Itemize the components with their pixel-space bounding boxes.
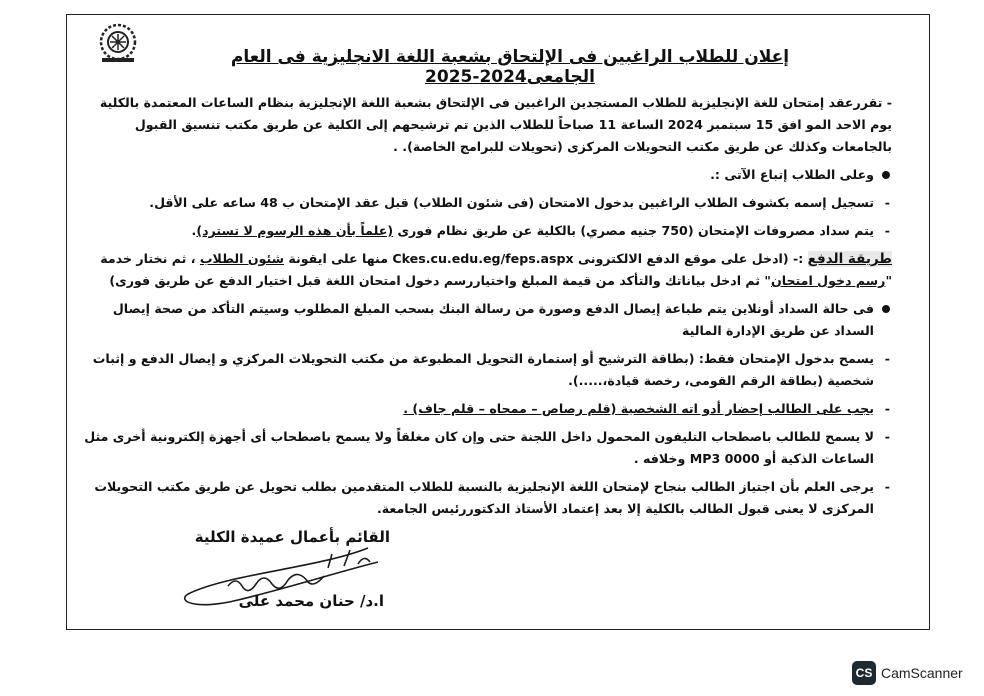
acceptance-note-item: - يرجى العلم بأن اجتياز الطالب بنجاح لإمتحان اللغة الإنجليزية بالنسبة للطلاب المتقدمين بطلب تحويل عن طريق مكتب التحويلات المركزى لا يعنى قبول الطالب بالكلية إلا بعد إعتماد الأستاذ الدكتوررئيس الجامعة. — [80, 476, 892, 520]
page-title: إعلان للطلاب الراغبين فى الإلتحاق بشعبة اللغة الانجليزية فى العام الجامعى2024-2025 — [230, 47, 790, 87]
intro-paragraph: - تقررعقد إمتحان للغة الإنجليزية للطلاب المستجدين الراغبين فى الإلتحاق بشعبة اللغة الإنجليزية بنظام الساعات المعتمدة بالكلية يوم الاحد المو افق 15 سبتمبر 2024 الساعة 11 صباحاً للطلاب الذين تم ترشيحهم إلى الكلية عن طريق مكتب تنسيق القبول بالجامعات وكذلك عن طريق مكتب التحويلات المركزى (تحويلات للبرامج الخاصة). . — [99, 95, 892, 154]
bullet-icon — [882, 171, 890, 179]
payment-method: طريقة الدفع :- (ادخل على موقع الدفع الالكترونى Ckes.cu.edu.eg/feps.aspx منها على ايقونة شئون الطلاب ، ثم نختار خدمة "رسم دخول امتحان" ثم ادخل بياناتك والتأكد من قيمة المبلغ واختياررسم دخول امتحان اللغة قبل اختيار الدفع عن طريق فورى) — [100, 251, 892, 288]
signatory-name: ا.د/ حنان محمد على — [238, 592, 384, 610]
fees-item: - يتم سداد مصروفات الإمتحان (750 جنيه مصري) بالكلية عن طريق نظام فورى (علماً بأن هذه الرسوم لا تسترد). — [80, 220, 892, 242]
tools-item: - يجب على الطالب إحضار أدو اته الشخصية (قلم رصاص – ممحاه – قلم جاف) . — [80, 398, 892, 420]
bullet-icon — [882, 305, 890, 313]
signatory-title: القائم بأعمال عميدة الكلية — [194, 528, 390, 546]
online-payment-item: فى حالة السداد أونلاين يتم طباعة إيصال الدفع وصورة من رسالة البنك بسحب المبلغ المطلوب وسيتم التأكد من صحة إيصال السداد عن طريق الإدارة المالية — [80, 298, 892, 342]
register-item: - تسجيل إسمه بكشوف الطلاب الراغبين بدخول الامتحان (فى شئون الطلاب) قبل عقد الإمتحان ب 48 ساعه على الأقل. — [80, 192, 892, 214]
payment-label: طريقة الدفع — [807, 251, 892, 267]
entry-requirements-item: - يسمح بدخول الإمتحان فقط: (بطاقة الترشيح أو إستمارة التحويل المطبوعة من مكتب التحويلات المركزي و إيصال الدفع و إثبات شخصية (بطاقة الرقم القومى، رخصة قيادة،.....). — [80, 348, 892, 392]
payment-url: Ckes.cu.edu.eg/feps.aspx — [392, 251, 574, 266]
faculty-seal-icon — [96, 22, 140, 64]
camscanner-logo-icon: CS — [852, 661, 876, 685]
document-body — [80, 92, 892, 526]
camscanner-label: CamScanner — [881, 665, 963, 681]
fees-note: (علماً بأن هذه الرسوم لا تسترد) — [196, 223, 394, 238]
camscanner-watermark — [852, 660, 963, 686]
phones-item: - لا يسمح للطالب باصطحاب التليفون المحمول داخل اللجنة حتى وإن كان مغلقاً ولا يسمح باصطحاب أى أجهزة إلكترونية أخرى مثل الساعات الذكية أو MP3 0000 وخلافه . — [80, 426, 892, 470]
steps-intro: وعلى الطلاب إتباع الآتى :. — [80, 164, 892, 186]
